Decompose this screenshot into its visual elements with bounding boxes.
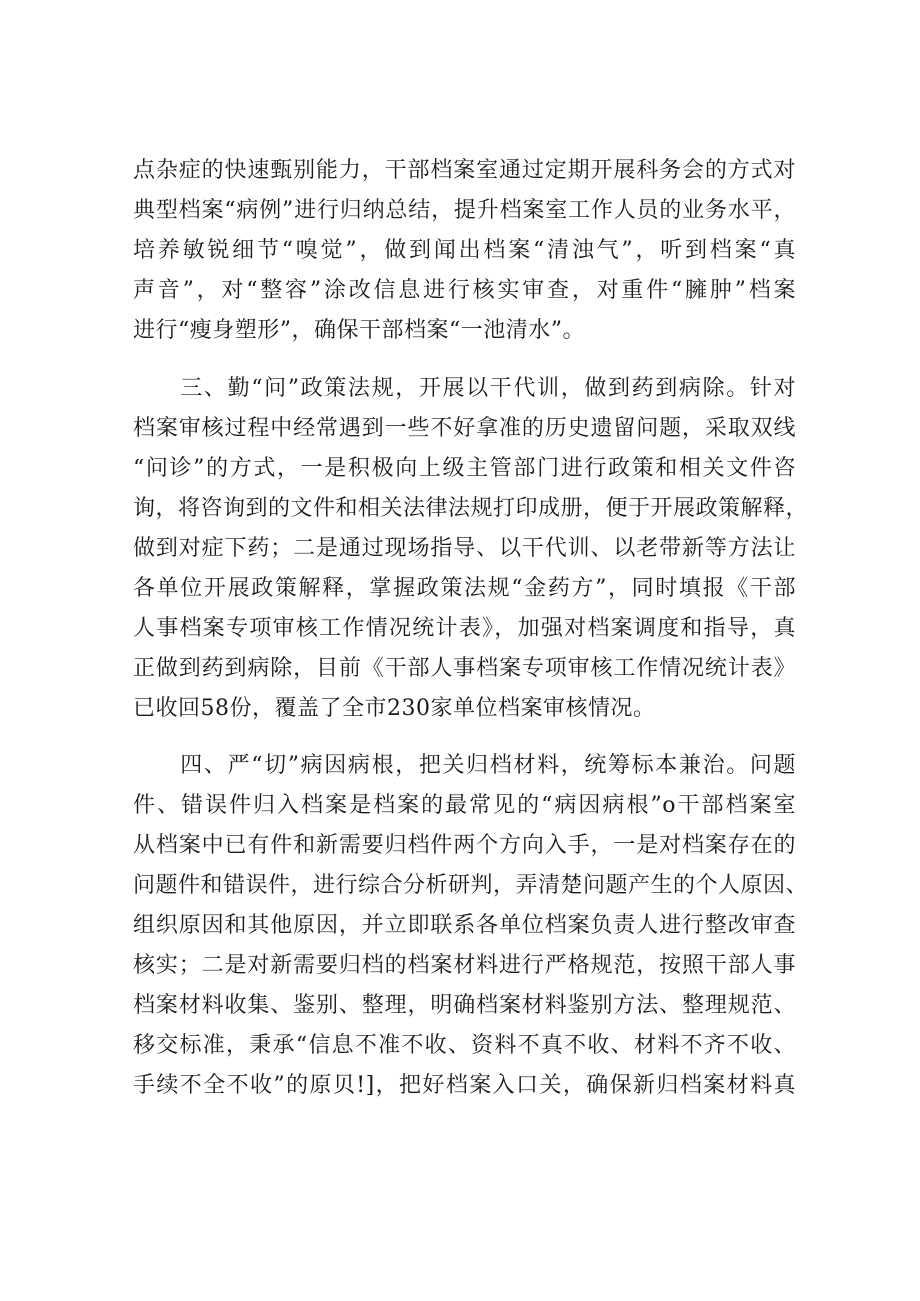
text-line: 三、勤“问”政策法规，开展以干代训，做到药到病除。针对	[133, 376, 796, 401]
paragraph-3	[133, 746, 809, 1106]
text-line: 询，将咨询到的文件和相关法律法规打印成册，便于开展政策解释，	[133, 496, 809, 521]
text-line: 声音”，对“整容”涂改信息进行核实审查，对重件“臃肿”档案	[133, 278, 796, 303]
text-line: 人事档案专项审核工作情况统计表》，加强对档案调度和指导，真	[133, 616, 796, 641]
text-line: 典型档案“病例”进行归纳总结，提升档案室工作人员的业务水平，	[133, 198, 796, 223]
text-line: 四、严“切”病因病根，把关归档材料，统筹标本兼治。问题	[133, 753, 796, 778]
text-line: 正做到药到病除，目前《干部人事档案专项审核工作情况统计表》	[133, 656, 796, 681]
text-line: 件、错误件归入档案是档案的最常见的“病因病根”o干部档案室	[133, 793, 796, 818]
text-line: 核实；二是对新需要归档的档案材料进行严格规范，按照干部人事	[133, 953, 796, 978]
paragraph-2	[133, 369, 809, 729]
text-line: 进行“瘦身塑形”，确保干部档案“一池清水”。	[133, 318, 585, 343]
text-line: 各单位开展政策解释，掌握政策法规“金药方”，同时填报《干部	[133, 576, 796, 601]
text-line: 问题件和错误件，进行综合分析研判，弄清楚问题产生的个人原因、	[133, 873, 809, 898]
text-line: 培养敏锐细节“嗅觉”，做到闻出档案“清浊气”，听到档案“真	[133, 238, 796, 263]
text-line: 点杂症的快速甄别能力，干部档案室通过定期开展科务会的方式对	[133, 158, 796, 183]
text-line: 手续不全不收”的原贝!]，把好档案入口关，确保新归档案材料真	[133, 1073, 796, 1098]
text-line: 移交标准，秉承“信息不准不收、资料不真不收、材料不齐不收、	[133, 1033, 796, 1058]
text-line: “问诊”的方式，一是积极向上级主管部门进行政策和相关文件咨	[133, 456, 796, 481]
text-line: 已收回58份，覆盖了全市230家单位档案审核情况。	[133, 696, 656, 721]
text-line: 档案审核过程中经常遇到一些不好拿准的历史遗留问题，采取双线	[133, 416, 796, 441]
paragraph-1	[133, 151, 796, 351]
text-line: 组织原因和其他原因，并立即联系各单位档案负责人进行整改审查	[133, 913, 796, 938]
text-line: 做到对症下药；二是通过现场指导、以干代训、以老带新等方法让	[133, 536, 796, 561]
text-line: 从档案中已有件和新需要归档件两个方向入手，一是对档案存在的	[133, 833, 796, 858]
text-line: 档案材料收集、鉴别、整理，明确档案材料鉴别方法、整理规范、	[133, 993, 796, 1018]
